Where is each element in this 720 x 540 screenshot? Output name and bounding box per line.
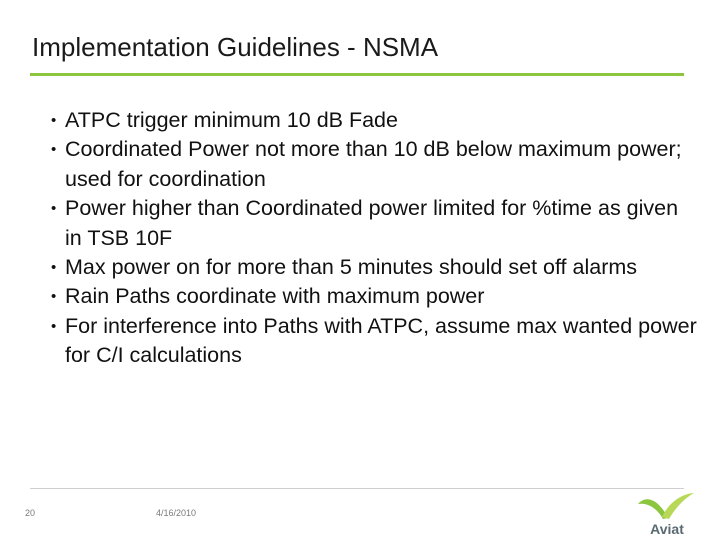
bullet-list	[48, 106, 698, 371]
bullet-text: Max power on for more than 5 minutes should set off alarms	[65, 255, 638, 280]
bullet-dot: •	[51, 200, 57, 218]
bullet-item	[48, 106, 698, 135]
bullet-dot: •	[51, 288, 57, 306]
aviat-logo-icon	[636, 490, 698, 536]
bullet-item	[48, 253, 698, 282]
footer-date: 4/16/2010	[156, 508, 197, 518]
bullet-text: Power higher than Coordinated power limited for %time as given in TSB 10F	[65, 196, 679, 250]
bullet-text: ATPC trigger minimum 10 dB Fade	[65, 108, 398, 132]
bullet-text: Rain Paths coordinate with maximum power	[65, 284, 485, 309]
slide-title: Implementation Guidelines - NSMA	[32, 32, 439, 62]
bullet-text: For interference into Paths with ATPC, assume max wanted power for C/I calculations	[65, 313, 697, 368]
bullet-item	[48, 194, 698, 253]
bullet-item	[48, 282, 698, 311]
footer-divider	[30, 488, 684, 489]
bullet-item	[48, 135, 698, 194]
bullet-text: Coordinated Power not more than 10 dB below maximum power; used for coordination	[65, 137, 682, 191]
bullet-dot: •	[51, 259, 57, 277]
bullet-dot: •	[51, 112, 57, 129]
bullet-item	[48, 312, 698, 371]
title-divider	[30, 73, 684, 76]
page-number: 20	[25, 508, 36, 518]
logo-leaf-right	[662, 493, 694, 519]
logo-text: Aviat	[650, 521, 684, 536]
bullet-dot: •	[51, 141, 57, 159]
bullet-dot: •	[51, 317, 57, 335]
